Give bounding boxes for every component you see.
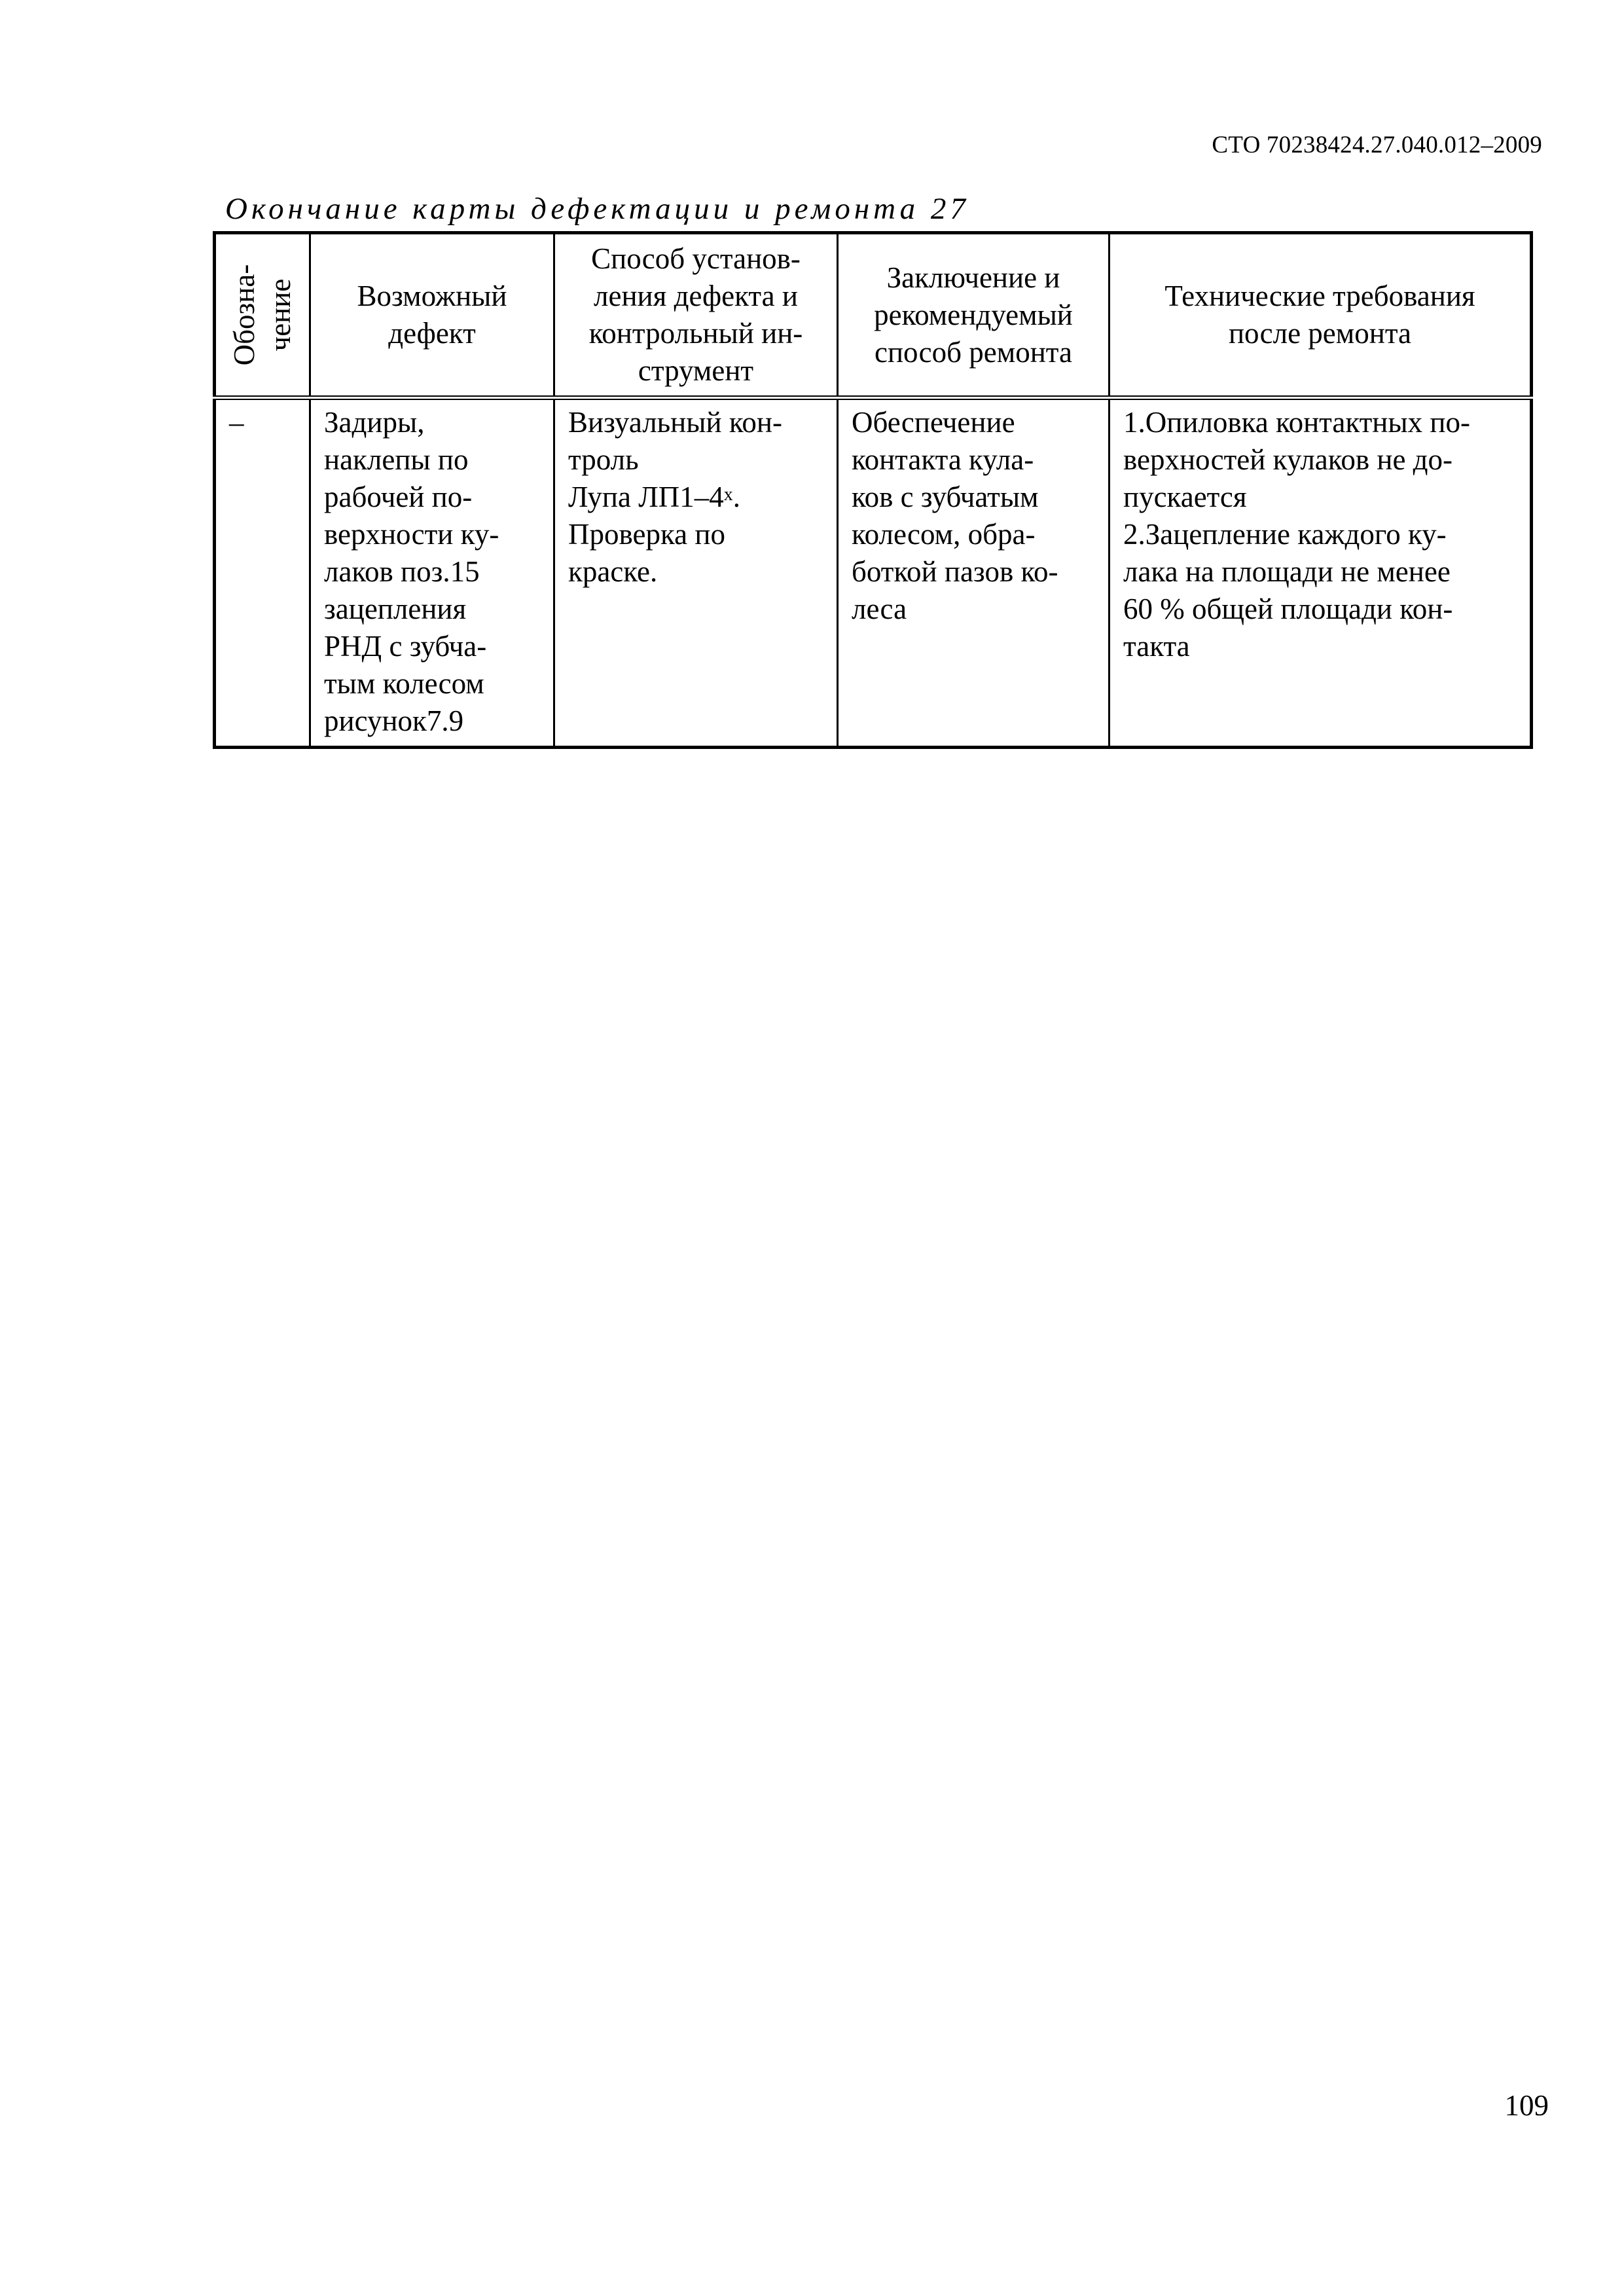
- cell-defect: Задиры, наклепы по рабочей по- верхности ку- лаков поз.15 зацепления РНД с зубча- тым колесом рисунок7.9: [310, 398, 554, 748]
- table-caption: Окончание карты дефектации и ремонта 27: [225, 192, 969, 226]
- page-number: 109: [1504, 2089, 1549, 2122]
- column-header-designation: [215, 233, 310, 398]
- cell-requirements: 1.Опиловка контактных по- верхностей кулаков не до- пускается 2.Зацепление каждого ку- лака на площади не менее 60 % общей площади кон- такта: [1110, 398, 1532, 748]
- column-header-designation-line1: Обозна-: [228, 264, 261, 366]
- cell-method-text-a: Визуальный кон- троль Лупа ЛП1–4: [568, 406, 782, 513]
- document-code: СТО 70238424.27.040.012–2009: [1212, 132, 1542, 158]
- cell-method: [554, 398, 838, 748]
- column-header-method: Способ установ- ления дефекта и контрольный ин- струмент: [554, 233, 838, 398]
- column-header-requirements: Технические требования после ремонта: [1110, 233, 1532, 398]
- table-row: [215, 398, 1532, 748]
- cell-conclusion: Обеспечение контакта кула- ков с зубчатым колесом, обра- боткой пазов ко- леса: [838, 398, 1110, 748]
- cell-method-text-b: . Проверка по краске.: [568, 481, 740, 588]
- cell-designation: –: [215, 398, 310, 748]
- column-header-conclusion: Заключение и рекомендуемый способ ремонта: [838, 233, 1110, 398]
- cell-method-superscript: х: [723, 484, 733, 505]
- table-header-row: [215, 233, 1532, 398]
- column-header-designation-line2: чение: [264, 278, 297, 352]
- column-header-defect: Возможный дефект: [310, 233, 554, 398]
- defect-repair-table: [213, 231, 1533, 749]
